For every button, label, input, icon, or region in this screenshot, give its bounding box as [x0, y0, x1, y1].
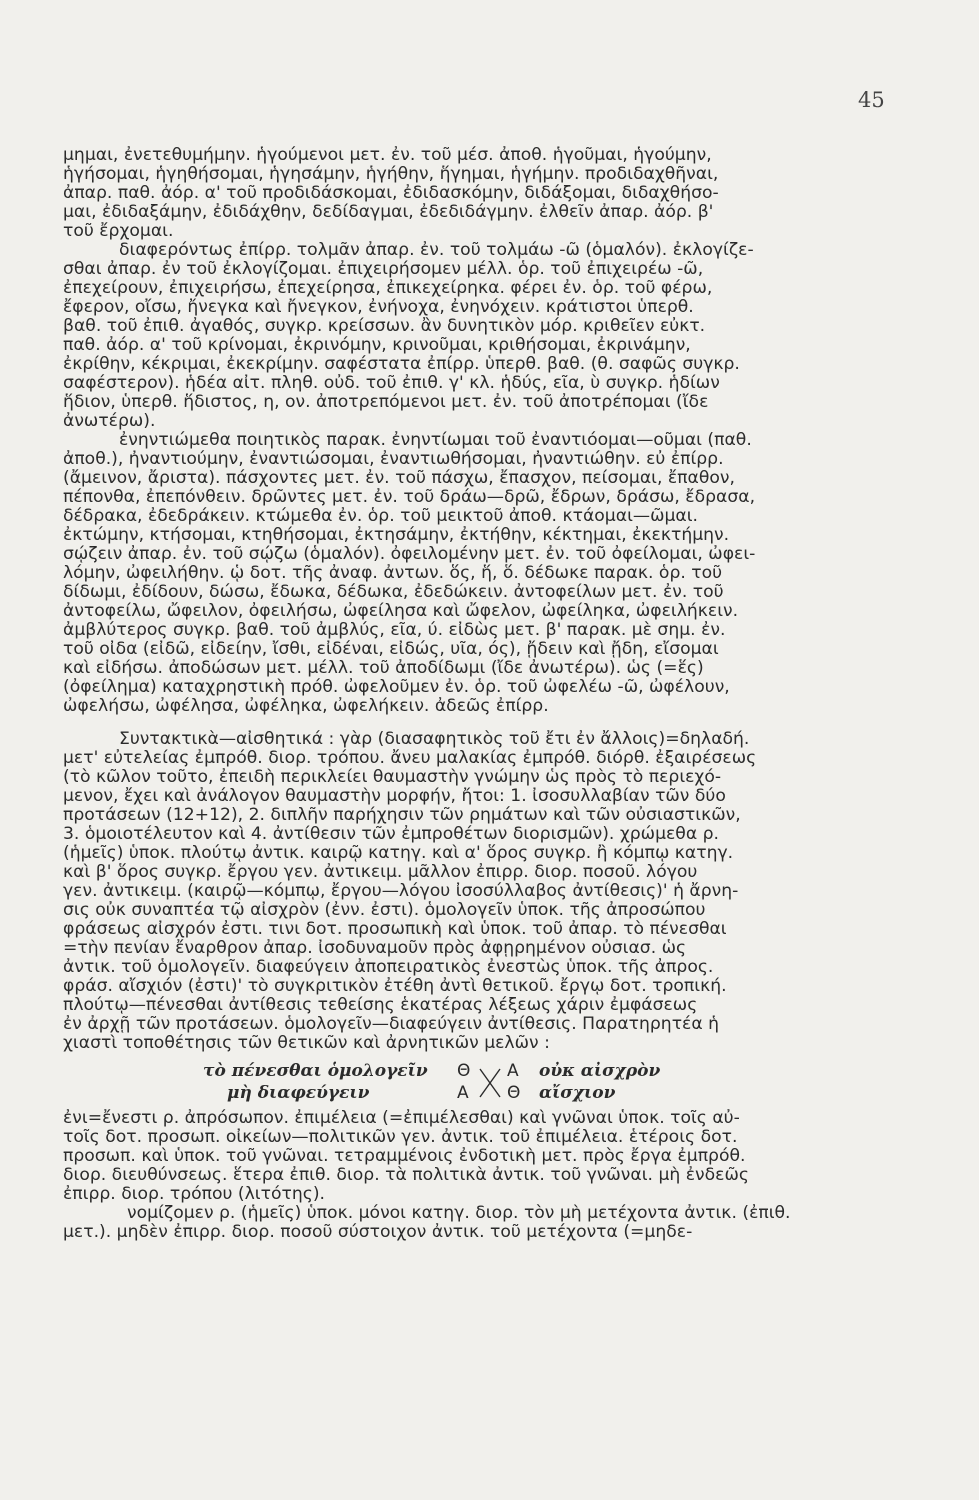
text-line: (ὀφείλημα) καταχρηστικὴ πρόθ. ὠφελοῦμεν ἐν. ὁρ. τοῦ ὠφελέω -ῶ, ὠφέλουν, [63, 678, 730, 697]
text-line: καὶ εἰδήσω. ἀποδώσων μετ. μέλλ. τοῦ ἀποδίδωμι (ἴδε ἀνωτέρω). ὡς (=ἕς) [63, 659, 704, 678]
chiasm-row2-theta: Θ [507, 1083, 521, 1103]
text-line: μετ' εὐτελείας ἐμπρόθ. διορ. τρόπου. ἄνευ μαλακίας ἐμπρόθ. διόρθ. ἐξαιρέσεως [63, 749, 757, 768]
chiasm-row2-alpha: Α [457, 1083, 469, 1103]
text-line: 3. ὁμοιοτέλευτον καὶ 4. ἀντίθεσιν τῶν ἐμπροθέτων διορισμῶν). χρώμεθα ρ. [63, 825, 719, 844]
text-line: ἐνι=ἔνεστι ρ. ἀπρόσωπον. ἐπιμέλεια (=ἐπιμέλεσθαι) καὶ γνῶναι ὑποκ. τοῖς αὐ- [63, 1109, 740, 1128]
chiasm-row1-theta: Θ [457, 1061, 471, 1081]
text-line: ἐκτώμην, κτήσομαι, κτηθήσομαι, ἐκτησάμην, ἐκτήθην, κέκτημαι, ἐκεκτήμην. [63, 526, 730, 545]
text-line: ἀμβλύτερος συγκρ. βαθ. τοῦ ἀμβλύς, εῖα, ύ. εἰδὼς μετ. β' παρακ. μὲ σημ. ἐν. [63, 621, 726, 640]
text-line: ἐκρίθην, κέκριμαι, ἐκεκρίμην. σαφέστατα ἐπίρρ. ὑπερθ. βαθ. (θ. σαφῶς συγκρ. [63, 355, 740, 374]
text-line: σαφέστερον). ἡδέα αἰτ. πληθ. οὐδ. τοῦ ἐπιθ. γ' κλ. ἡδύς, εῖα, ὺ συγκρ. ἡδίων [63, 374, 720, 393]
text-line: βαθ. τοῦ ἐπιθ. ἀγαθός, συγκρ. κρείσσων. ἂν δυνητικὸν μόρ. κριθεῖεν εὐκτ. [63, 317, 706, 336]
text-line: διαφερόντως ἐπίρρ. τολμᾶν ἀπαρ. ἐν. τοῦ τολμάω -ῶ (ὁμαλόν). ἐκλογίζε- [119, 241, 754, 260]
text-line: δέδρακα, ἐδεδράκειν. κτώμεθα ἐν. ὁρ. τοῦ μεικτοῦ ἀποθ. κτάομαι—ῶμαι. [63, 507, 699, 526]
text-line: σις οὐκ συναπτέα τῷ αἰσχρὸν (ἐνν. ἐστι). ὁμολογεῖν ὑποκ. τῆς ἀπροσώπου [63, 901, 706, 920]
text-line: ἔφερον, οἴσω, ἤνεγκα καὶ ἤνεγκον, ἐνήνοχα, ἐνηνόχειν. κράτιστοι ὑπερθ. [63, 298, 694, 317]
text-line: νομίζομεν ρ. (ἡμεῖς) ὑποκ. μόνοι κατηγ. διορ. τὸν μὴ μετέχοντα ἀντικ. (ἐπιθ. [127, 1204, 791, 1223]
text-line: ὠφελήσω, ὠφέλησα, ὠφέληκα, ὠφελήκειν. ἀδεῶς ἐπίρρ. [63, 697, 549, 716]
text-line: =τὴν πενίαν ἔναρθρον ἀπαρ. ἰσοδυναμοῦν πρὸς ἀφῃρημένον οὐσιασ. ὡς [63, 939, 687, 958]
text-line: προτάσεων (12+12), 2. διπλῆν παρήχησιν τῶν ρημάτων καὶ τῶν οὐσιαστικῶν, [63, 806, 741, 825]
text-line: διορ. διευθύνσεως. ἕτερα ἐπιθ. διορ. τὰ πολιτικὰ ἀντικ. τοῦ γνῶναι. μὴ ἐνδεῶς [63, 1166, 749, 1185]
text-line: τοῦ ἔρχομαι. [63, 222, 174, 241]
chiasm-row1-alpha: Α [507, 1061, 519, 1081]
text-line: ἀντοφείλω, ὤφειλον, ὀφειλήσω, ὠφείλησα καὶ ὤφελον, ὠφείληκα, ὠφειλήκειν. [63, 602, 739, 621]
text-line: (ἄμεινον, ἄριστα). πάσχοντες μετ. ἐν. τοῦ πάσχω, ἔπασχον, πείσομαι, ἔπαθον, [63, 469, 735, 488]
page-number: 45 [858, 88, 885, 112]
text-line: ἀντικ. τοῦ ὁμολογεῖν. διαφεύγειν ἀποπειρατικὸς ἐνεστὼς ὑποκ. τῆς ἀπρος. [63, 958, 714, 977]
text-line: πέπονθα, ἐπεπόνθειν. δρῶντες μετ. ἐν. τοῦ δράω—δρῶ, ἔδρων, δράσω, ἔδρασα, [63, 488, 756, 507]
text-line: (ἡμεῖς) ὑποκ. πλούτῳ ἀντικ. καιρῷ κατηγ. καὶ α' ὅρος συγκρ. ἢ κόμπῳ κατηγ. [63, 844, 734, 863]
chiasm-cross-icon [476, 1065, 504, 1101]
text-line: ἥδιον, ὑπερθ. ἥδιστος, η, ον. ἀποτρεπόμενοι μετ. ἐν. τοῦ ἀποτρέπομαι (ἴδε [63, 393, 709, 412]
chiasm-diagram [63, 1059, 895, 1109]
text-line: λόμην, ὠφειλήθην. ᾧ δοτ. τῆς ἀναφ. ἀντων. ὅς, ἥ, ὅ. δέδωκε παρακ. ὁρ. τοῦ [63, 564, 723, 583]
text-line: καὶ β' ὅρος συγκρ. ἔργου γεν. ἀντικειμ. μᾶλλον ἐπιρρ. διορ. ποσοῦ. λόγου [63, 863, 698, 882]
text-line: ἐπιρρ. διορ. τρόπου (λιτότης). [63, 1185, 325, 1204]
text-line: παθ. ἀόρ. α' τοῦ κρίνομαι, ἐκρινόμην, κρινοῦμαι, κριθήσομαι, ἐκρινάμην, [63, 336, 691, 355]
text-line: μαι, ἐδιδαξάμην, ἐδιδάχθην, δεδίδαγμαι, ἐδεδιδάγμην. ἐλθεῖν ἀπαρ. ἀόρ. β' [63, 203, 714, 222]
text-line: φράσ. αἴσχιόν (ἐστι)' τὸ συγκριτικὸν ἐτέθη ἀντὶ θετικοῦ. ἔργῳ δοτ. τροπική. [63, 977, 727, 996]
text-line: ἀποθ.), ἠναντιούμην, ἐναντιώσομαι, ἐναντιωθήσομαι, ἠναντιώθην. εὖ ἐπίρρ. [63, 450, 724, 469]
text-line: τοῦ οἶδα (εἰδῶ, εἰδείην, ἴσθι, εἰδέναι, εἰδώς, υῖα, ός), ᾔδειν καὶ ᾔδη, εἴσομαι [63, 640, 719, 659]
text-line: μενον, ἔχει καὶ ἀνάλογον θαυμαστὴν μορφήν, ἤτοι: 1. ἰσοσυλλαβίαν τῶν δύο [63, 787, 726, 806]
chiasm-row1-left: τὸ πένεσθαι ὁμολογεῖν [203, 1061, 428, 1081]
text-line: πλούτῳ—πένεσθαι ἀντίθεσις τεθείσης ἑκατέρας λέξεως χάριν ἐμφάσεως [63, 996, 698, 1015]
chiasm-row2-left: μὴ διαφεύγειν [227, 1083, 370, 1103]
text-line: ἡγήσομαι, ἡγηθήσομαι, ἡγησάμην, ἡγήθην, ἥγημαι, ἡγήμην. προδιδαχθῆναι, [63, 165, 719, 184]
text-line: σῴζειν ἀπαρ. ἐν. τοῦ σῴζω (ὁμαλόν). ὀφειλομένην μετ. ἐν. τοῦ ὀφείλομαι, ὠφει- [63, 545, 756, 564]
text-line: ἐπεχείρουν, ἐπιχειρήσω, ἐπεχείρησα, ἐπικεχείρηκα. φέρει ἐν. ὁρ. τοῦ φέρω, [63, 279, 713, 298]
text-line: σθαι ἀπαρ. ἐν τοῦ ἐκλογίζομαι. ἐπιχειρήσομεν μέλλ. ὁρ. τοῦ ἐπιχειρέω -ῶ, [63, 260, 704, 279]
text-line: τοῖς δοτ. προσωπ. οἰκείων—πολιτικῶν γεν. ἀντικ. τοῦ ἐπιμέλεια. ἑτέροις δοτ. [63, 1128, 738, 1147]
section-heading-line: Συντακτικὰ—αἰσθητικά : γὰρ (διασαφητικὸς τοῦ ἔτι ἐν ἄλλοις)=δηλαδή. [119, 730, 750, 749]
text-line: μετ.). μηδὲν ἐπιρρ. διορ. ποσοῦ σύστοιχον ἀντικ. τοῦ μετέχοντα (=μηδε- [63, 1223, 693, 1242]
text-line: ἐν ἀρχῇ τῶν προτάσεων. ὁμολογεῖν—διαφεύγειν ἀντίθεσις. Παρατηρητέα ἡ [63, 1015, 720, 1034]
chiasm-row2-right: αἴσχιον [539, 1083, 616, 1103]
text-line: μημαι, ἐνετεθυμήμην. ἡγούμενοι μετ. ἐν. τοῦ μέσ. ἀποθ. ἡγοῦμαι, ἡγούμην, [63, 146, 712, 165]
text-line: προσωπ. καὶ ὑποκ. τοῦ γνῶναι. τετραμμένοις ἐνδοτικὴ μετ. πρὸς ἔργα ἐμπρόθ. [63, 1147, 746, 1166]
text-line: ἀπαρ. παθ. ἀόρ. α' τοῦ προδιδάσκομαι, ἐδιδασκόμην, διδάξομαι, διδαχθήσο- [63, 184, 719, 203]
text-line: (τὸ κῶλον τοῦτο, ἐπειδὴ περικλείει θαυμαστὴν γνώμην ὡς πρὸς τὸ περιεχό- [63, 768, 722, 787]
text-line: ἐνηντιώμεθα ποιητικὸς παρακ. ἐνηντίωμαι τοῦ ἐναντιόομαι—οῦμαι (παθ. [119, 431, 752, 450]
chiasm-row1-right: οὐκ αἰσχρὸν [539, 1061, 661, 1081]
text-line: γεν. ἀντικειμ. (καιρῷ—κόμπῳ, ἔργου—λόγου ἰσοσύλλαβος ἀντίθεσις)' ἡ ἄρνη- [63, 882, 739, 901]
text-line: φράσεως αἰσχρόν ἐστι. τινι δοτ. προσωπικὴ καὶ ὑποκ. τοῦ ἀπαρ. τὸ πένεσθαι [63, 920, 727, 939]
text-line: ἀνωτέρω). [63, 412, 156, 431]
body-text [63, 146, 895, 1242]
text-line: χιαστὶ τοποθέτησις τῶν θετικῶν καὶ ἀρνητικῶν μελῶν : [63, 1034, 550, 1053]
text-line: δίδωμι, ἐδίδουν, δώσω, ἔδωκα, δέδωκα, ἐδεδώκειν. ἀντοφείλων μετ. ἐν. τοῦ [63, 583, 724, 602]
